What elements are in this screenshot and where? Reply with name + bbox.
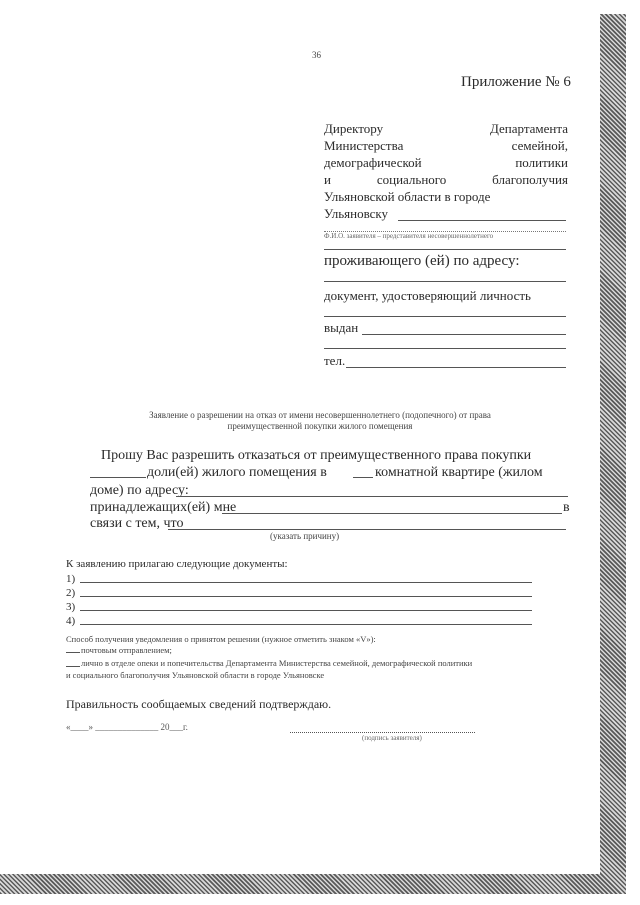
- attachment-item-3: 3): [66, 601, 76, 613]
- method-2-label-a: лично в отделе опеки и попечительства Департамента Министерства семейной, демографической политики: [81, 658, 473, 668]
- scan-edge-shadow-right: [600, 14, 626, 892]
- id-document-line: [324, 316, 566, 317]
- owner-line: [222, 513, 562, 514]
- attachment-line-4: [80, 624, 532, 625]
- addressee-line-6: Ульяновску: [324, 206, 389, 221]
- phone-label: тел.: [324, 353, 346, 368]
- addressee-line-4: и социального благополучия: [324, 172, 568, 187]
- residing-label: проживающего (ей) по адресу:: [324, 253, 520, 269]
- confirmation-text: Правильность сообщаемых сведений подтверждаю.: [66, 697, 332, 711]
- issued-line: [362, 334, 566, 335]
- signature-caption: (подпись заявителя): [362, 734, 422, 742]
- share-blank: [90, 477, 146, 478]
- document-title-line-1: Заявление о разрешении на отказ от имени несовершеннолетнего (подопечного) от права: [149, 410, 491, 420]
- attachments-title: К заявлению прилагаю следующие документы:: [66, 558, 288, 570]
- phone-line: [346, 367, 566, 368]
- issued-line-2: [324, 348, 566, 349]
- document-title-line-2: преимущественной покупки жилого помещения: [227, 421, 413, 431]
- method-title: Способ получения уведомления о принятом решении (нужное отметить знаком «V»):: [66, 634, 376, 644]
- request-line-4-end: в: [563, 500, 570, 515]
- addressee-line-2: Министерства семейной,: [324, 138, 568, 153]
- addressee-name-line: [398, 220, 566, 221]
- address-line: [324, 281, 566, 282]
- method-2-label-b: и социального благополучия Ульяновской области в городе Ульяновске: [66, 670, 325, 680]
- method-1-checkbox-line[interactable]: [66, 652, 80, 653]
- attachment-line-3: [80, 610, 532, 611]
- attachment-item-1: 1): [66, 573, 76, 585]
- appendix-label: Приложение № 6: [461, 74, 571, 90]
- request-line-2a: доли(ей) жилого помещения в: [147, 465, 327, 480]
- addressee-line-3: демографической политики: [324, 155, 568, 170]
- scan-edge-shadow-bottom: [0, 874, 626, 894]
- attachment-line-1: [80, 582, 532, 583]
- addressee-line-1: Директору Департамента: [324, 121, 568, 136]
- issued-label: выдан: [324, 320, 359, 335]
- request-line-1: Прошу Вас разрешить отказаться от преимущественного права покупки: [101, 448, 532, 463]
- id-document-label: документ, удостоверяющий личность: [324, 288, 531, 303]
- fio-line-2: [324, 249, 566, 250]
- date-line: «____» ______________ 20___г.: [66, 722, 188, 732]
- request-line-2b: комнатной квартире (жилом: [375, 465, 543, 480]
- request-line-3: доме) по адресу:: [90, 483, 189, 498]
- attachment-item-4: 4): [66, 615, 76, 627]
- rooms-blank: [353, 477, 373, 478]
- request-line-5: связи с тем, что: [90, 516, 184, 531]
- reason-line: [168, 529, 566, 530]
- fio-caption: Ф.И.О. заявителя – представителя несовершеннолетнего: [324, 232, 494, 240]
- page-number: 36: [312, 50, 321, 60]
- attachment-line-2: [80, 596, 532, 597]
- addressee-line-5: Ульяновской области в городе: [324, 189, 491, 204]
- method-2-checkbox-line[interactable]: [66, 666, 80, 667]
- method-1-label: почтовым отправлением;: [81, 645, 172, 655]
- reason-caption: (указать причину): [270, 531, 340, 541]
- signature-line: [290, 732, 475, 733]
- property-address-line: [176, 496, 568, 497]
- request-line-4: принадлежащих(ей) мне: [90, 500, 237, 515]
- attachment-item-2: 2): [66, 587, 76, 599]
